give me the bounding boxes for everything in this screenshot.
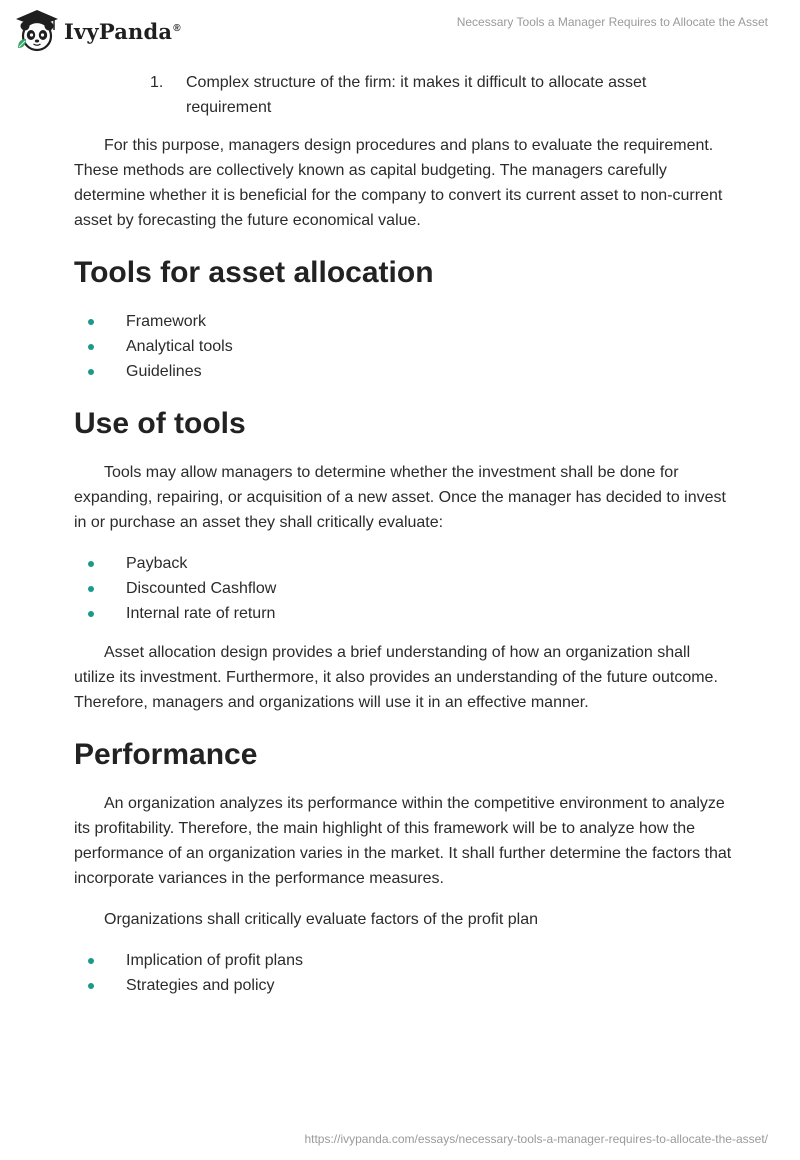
list-item-text: Complex structure of the firm: it makes it difficult to allocate asset requirement xyxy=(186,74,647,116)
tools-list xyxy=(74,309,734,384)
list-item-text: Payback xyxy=(126,555,188,572)
list-item xyxy=(74,576,734,601)
panda-graduate-icon xyxy=(14,8,60,54)
page-header xyxy=(0,0,800,60)
registered-mark: ® xyxy=(173,22,181,34)
list-item-text: Strategies and policy xyxy=(126,977,275,994)
paragraph-performance-analysis: An organization analyzes its performance within the competitive environment to analyze its profitability. Therefore, the main highlight of this framework will be to analyze how the performance of an organization varies in the market. It shall further determine the factors that incorporate variances in the performance measures. xyxy=(74,795,732,887)
list-item-text: Implication of profit plans xyxy=(126,952,303,969)
source-url[interactable]: https://ivypanda.com/essays/necessary-tools-a-manager-requires-to-allocate-the-asset/ xyxy=(304,1132,768,1146)
list-item xyxy=(74,359,734,384)
bullet-dot-icon xyxy=(88,586,94,592)
paragraph-tools-usage: Tools may allow managers to determine whether the investment shall be done for expanding, repairing, or acquisition of a new asset. Once the manager has decided to invest in or purchase an asset they shall critically evaluate: xyxy=(74,464,726,531)
document-title: Necessary Tools a Manager Requires to Allocate the Asset xyxy=(456,15,768,29)
bullet-dot-icon xyxy=(88,319,94,325)
paragraph-asset-allocation-design: Asset allocation design provides a brief understanding of how an organization shall utilize its investment. Furthermore, it also provides an understanding of the future outcome. Therefore, managers and organizations will use it in an effective manner. xyxy=(74,644,718,711)
list-item-text: Internal rate of return xyxy=(126,605,276,622)
list-item xyxy=(74,973,734,998)
heading-tools-for-asset-allocation: Tools for asset allocation xyxy=(74,256,434,289)
bullet-dot-icon xyxy=(88,369,94,375)
list-item xyxy=(74,948,734,973)
list-item-text: Analytical tools xyxy=(126,338,233,355)
bullet-dot-icon xyxy=(88,958,94,964)
list-item xyxy=(74,601,734,626)
paragraph-capital-budgeting: For this purpose, managers design procedures and plans to evaluate the requirement. These methods are collectively known as capital budgeting. The managers carefully determine whether it is beneficial for the company to convert its current asset to non-current asset by forecasting the future economical value. xyxy=(74,137,723,229)
bullet-dot-icon xyxy=(88,983,94,989)
list-item xyxy=(74,551,734,576)
site-logo[interactable] xyxy=(14,8,181,54)
logo-text: IvyPanda® xyxy=(64,18,181,44)
list-number: 1. xyxy=(150,74,164,91)
bullet-dot-icon xyxy=(88,344,94,350)
list-item-text: Guidelines xyxy=(126,363,202,380)
evaluation-list xyxy=(74,551,734,626)
essay-content xyxy=(74,70,734,1012)
bullet-dot-icon xyxy=(88,561,94,567)
list-item xyxy=(74,309,734,334)
profit-plan-list xyxy=(74,948,734,998)
numbered-list-item xyxy=(150,70,734,120)
list-item-text: Framework xyxy=(126,313,207,330)
heading-use-of-tools: Use of tools xyxy=(74,407,246,440)
paragraph-profit-plan: Organizations shall critically evaluate factors of the profit plan xyxy=(104,911,538,928)
heading-performance: Performance xyxy=(74,738,258,771)
list-item-text: Discounted Cashflow xyxy=(126,580,277,597)
bullet-dot-icon xyxy=(88,611,94,617)
list-item xyxy=(74,334,734,359)
